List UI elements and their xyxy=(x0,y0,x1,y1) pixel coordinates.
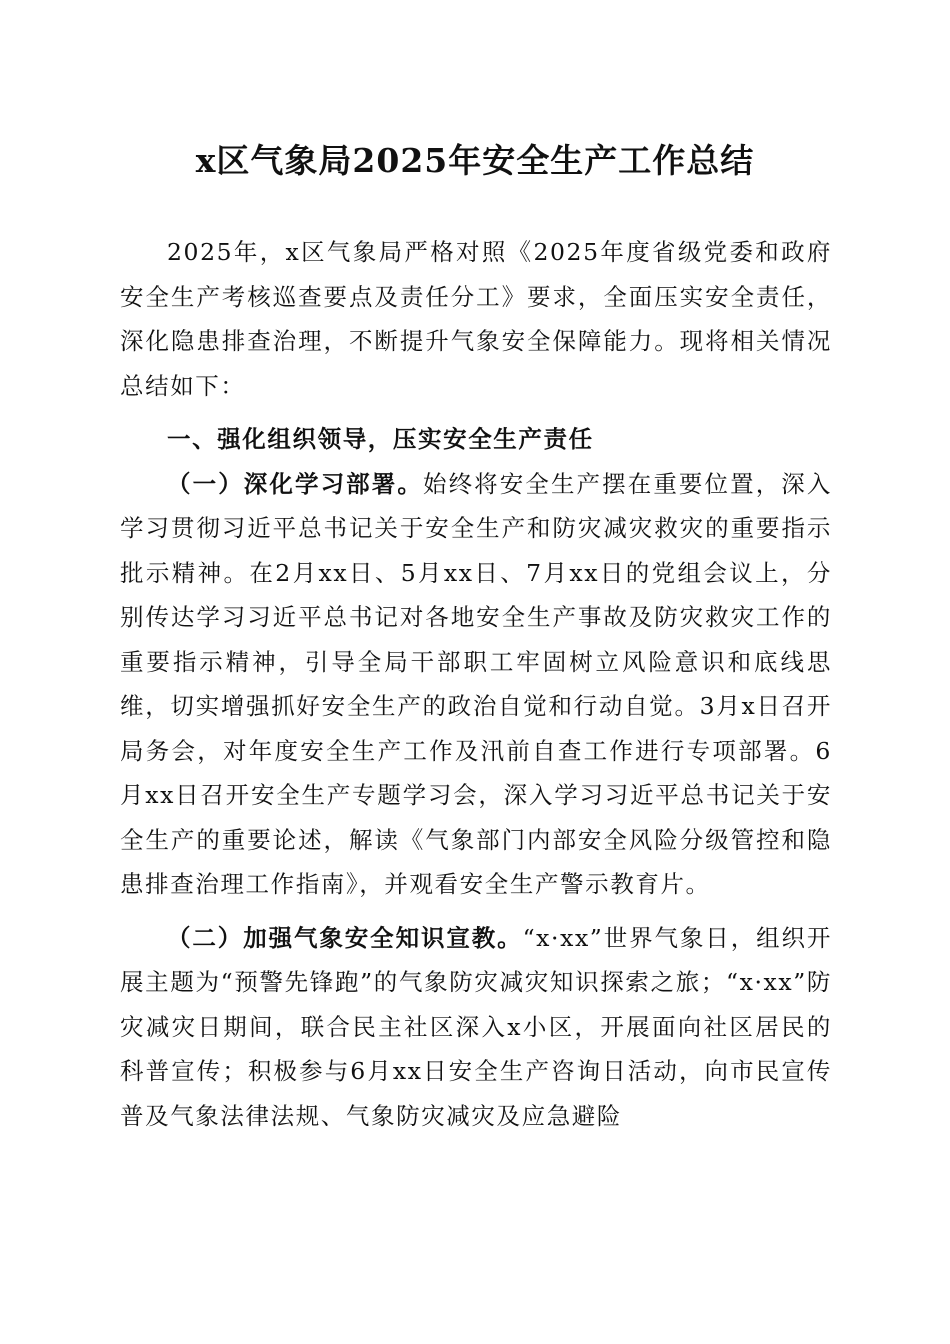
item-title-2: （二）加强气象安全知识宣教。 xyxy=(167,923,523,952)
document-body xyxy=(120,230,832,1138)
document-title: x区气象局2025年安全生产工作总结 xyxy=(195,141,755,180)
item-text-1: 始终将安全生产摆在重要位置，深入学习贯彻习近平总书记关于安全生产和防灾减灾救灾的重要指示批示精神。在2月xx日、5月xx日、7月xx日的党组会议上，分别传达学习习近平总书记对各地安全生产事故及防灾救灾工作的重要指示精神，引导全局干部职工牢固树立风险意识和底线思维，切实增强抓好安全生产的政治自觉和行动自觉。3月x日召开局务会，对年度安全生产工作及汛前自查工作进行专项部署。6月xx日召开安全生产专题学习会，深入学习习近平总书记关于安全生产的重要论述，解读《气象部门内部安全风险分级管控和隐患排查治理工作指南》，并观看安全生产警示教育片。 xyxy=(120,469,833,898)
section-heading: 一、强化组织领导，压实安全生产责任 xyxy=(167,425,594,453)
intro-paragraph: 2025年，x区气象局严格对照《2025年度省级党委和政府安全生产考核巡查要点及责任分工》要求，全面压实安全责任，深化隐患排查治理，不断提升气象安全保障能力。现将相关情况总结如下： xyxy=(120,238,832,400)
item-paragraph-1 xyxy=(120,462,832,907)
item-paragraph-2 xyxy=(120,916,832,1139)
item-text-2: “x·xx”世界气象日，组织开展主题为“预警先锋跑”的气象防灾减灾知识探索之旅；“x·xx”防灾减灾日期间，联合民主社区深入x小区，开展面向社区居民的科普宣传；积极参与6月xx日安全生产咨询日活动，向市民宣传普及气象法律法规、气象防灾减灾及应急避险 xyxy=(120,923,832,1130)
item-title-1: （一）深化学习部署。 xyxy=(167,469,423,498)
